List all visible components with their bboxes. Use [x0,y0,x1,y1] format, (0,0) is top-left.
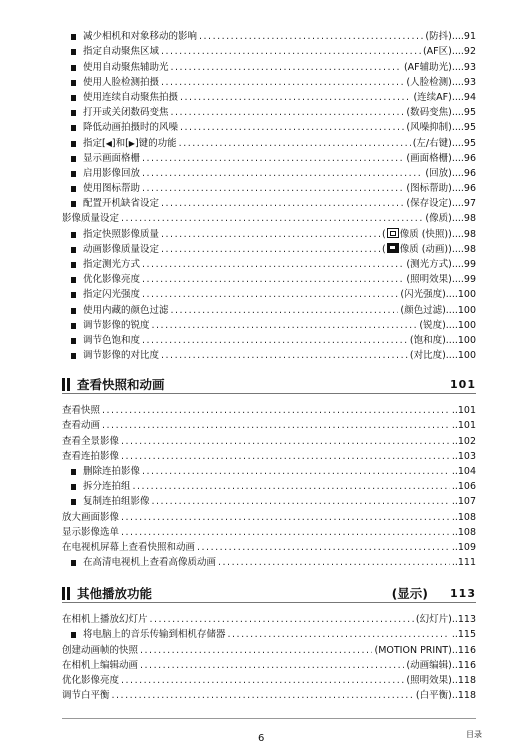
toc-entry[interactable]: 配置开机缺省设定 ..... (保存设定)....97 [62,194,476,209]
toc-entry[interactable]: 查看快照 ..... ..101 [62,401,476,416]
toc-entry[interactable]: 在相机上编辑动画 ..... (动画编辑)..116 [62,656,476,671]
toc-entry[interactable]: 减少相机和对象移动的影响 ..... (防抖)....91 [62,27,476,42]
toc-entry[interactable]: 查看全景影像 ..... ..102 [62,431,476,446]
toc-entry[interactable]: 降低动画拍摄时的风噪 ..... (风噪抑制)....95 [62,118,476,133]
toc-entry[interactable]: 查看动画 ..... ..101 [62,416,476,431]
toc-link[interactable]: 目录 [466,730,482,739]
toc-entry[interactable]: 使用内藏的颜色过滤 ..... (颜色过滤)....100 [62,300,476,315]
footer-divider [62,718,476,719]
section-heading-playback[interactable]: 其他播放功能 (显示) 113 [62,584,476,603]
section-marker-icon [62,378,65,391]
toc-group-viewing [62,401,476,568]
toc-entry[interactable]: 在相机上播放幻灯片 ..... (幻灯片)..113 [62,610,476,625]
toc-entry[interactable]: 打开或关闭数码变焦 ..... (数码变焦)....95 [62,103,476,118]
movie-quality-icon [387,243,399,253]
snapshot-quality-icon [387,228,399,238]
section-marker-icon [67,378,70,391]
toc-group-playback [62,610,476,701]
toc-entry[interactable]: 指定测光方式 ..... (测光方式)....99 [62,255,476,270]
toc-entry[interactable]: 动画影像质量设定 ..... ( 像质 (动画))....98 [62,240,476,255]
toc-entry[interactable]: 指定快照影像质量 ..... ( 像质 (快照))....98 [62,224,476,239]
section-marker-icon [62,587,65,600]
section-marker-icon [67,587,70,600]
toc-entry[interactable]: 指定闪光强度 ..... (闪光强度)....100 [62,285,476,300]
toc-entry[interactable]: 使用人脸检测拍摄 ..... (人脸检测)....93 [62,73,476,88]
section-heading-viewing[interactable]: 查看快照和动画 101 [62,375,476,394]
page-number: 6 [258,733,265,744]
right-arrow-key-icon: ▶ [128,138,135,148]
toc-entry[interactable]: 查看连拍影像 ..... ..103 [62,447,476,462]
toc-entry[interactable]: 使用图标帮助 ..... (图标帮助)....96 [62,179,476,194]
toc-entry[interactable]: 在电视机屏幕上查看快照和动画 ..... ..109 [62,538,476,553]
toc-entry[interactable]: 放大画面影像 ..... ..108 [62,507,476,522]
toc-entry[interactable]: 使用自动聚焦辅助光 ..... (AF辅助光)....93 [62,57,476,72]
toc-entry-image-quality[interactable]: 影像质量设定 ..... (像质)....98 [62,209,476,224]
toc-entry[interactable]: 在高清电视机上查看高像质动画 ..... ..111 [62,553,476,568]
toc-entry[interactable]: 指定自动聚焦区域 ..... (AF区)....92 [62,42,476,57]
toc-entry[interactable]: 使用连续自动聚焦拍摄 ..... (连续AF)....94 [62,88,476,103]
toc-entry[interactable]: 优化影像亮度 ..... (照明效果)....99 [62,270,476,285]
toc-entry[interactable]: 指定[◀]和[▶]键的功能 ..... (左/右键)....95 [62,133,476,148]
toc-entry[interactable]: 复制连拍组影像 ..... ..107 [62,492,476,507]
toc-group-recording-settings [62,27,476,361]
left-arrow-key-icon: ◀ [105,138,112,148]
toc-entry[interactable]: 调节白平衡 ..... (白平衡)..118 [62,686,476,701]
toc-entry[interactable]: 拆分连拍组 ..... ..106 [62,477,476,492]
toc-entry[interactable]: 优化影像亮度 ..... (照明效果)..118 [62,671,476,686]
toc-entry[interactable]: 调节影像的锐度 ..... (锐度)....100 [62,316,476,331]
toc-entry[interactable]: 调节色饱和度 ..... (饱和度)....100 [62,331,476,346]
toc-entry[interactable]: 启用影像回放 ..... (回放)....96 [62,164,476,179]
toc-entry[interactable]: 调节影像的对比度 ..... (对比度)....100 [62,346,476,361]
toc-entry[interactable]: 删除连拍影像 ..... ..104 [62,462,476,477]
toc-entry[interactable]: 显示影像选单 ..... ..108 [62,523,476,538]
toc-entry[interactable]: 创建动画帧的快照 ..... (MOTION PRINT)..116 [62,640,476,655]
toc-entry[interactable]: 显示画面格栅 ..... (画面格栅)....96 [62,149,476,164]
toc-entry[interactable]: 将电脑上的音乐传输到相机存储器 ..... ..115 [62,625,476,640]
